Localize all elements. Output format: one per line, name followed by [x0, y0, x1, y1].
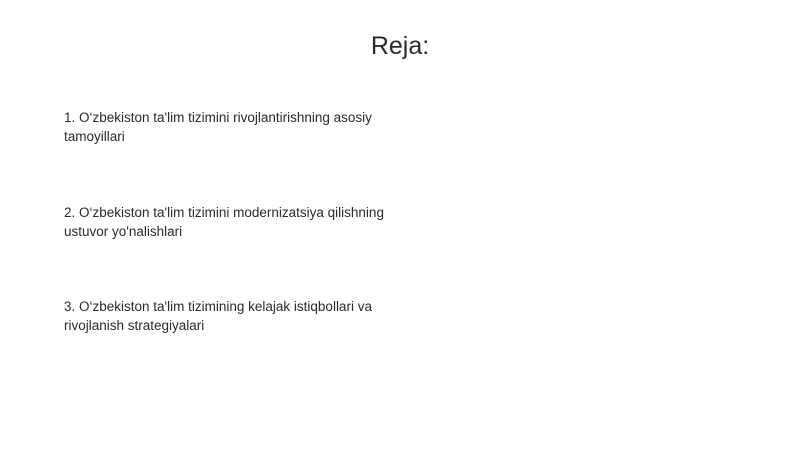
agenda-item-2: 2. O‘zbekiston ta'lim tizimini modernizatsiya qilishning ustuvor yo'nalishlari: [64, 205, 384, 239]
agenda-item-3: 3. O‘zbekiston ta'lim tizimining kelajak istiqbollari va rivojlanish strategiyalari: [64, 299, 372, 333]
agenda-item-1: 1. O‘zbekiston ta'lim tizimini rivojlantirishning asosiy tamoyillari: [64, 110, 372, 144]
slide-title: Reja:: [370, 32, 430, 60]
